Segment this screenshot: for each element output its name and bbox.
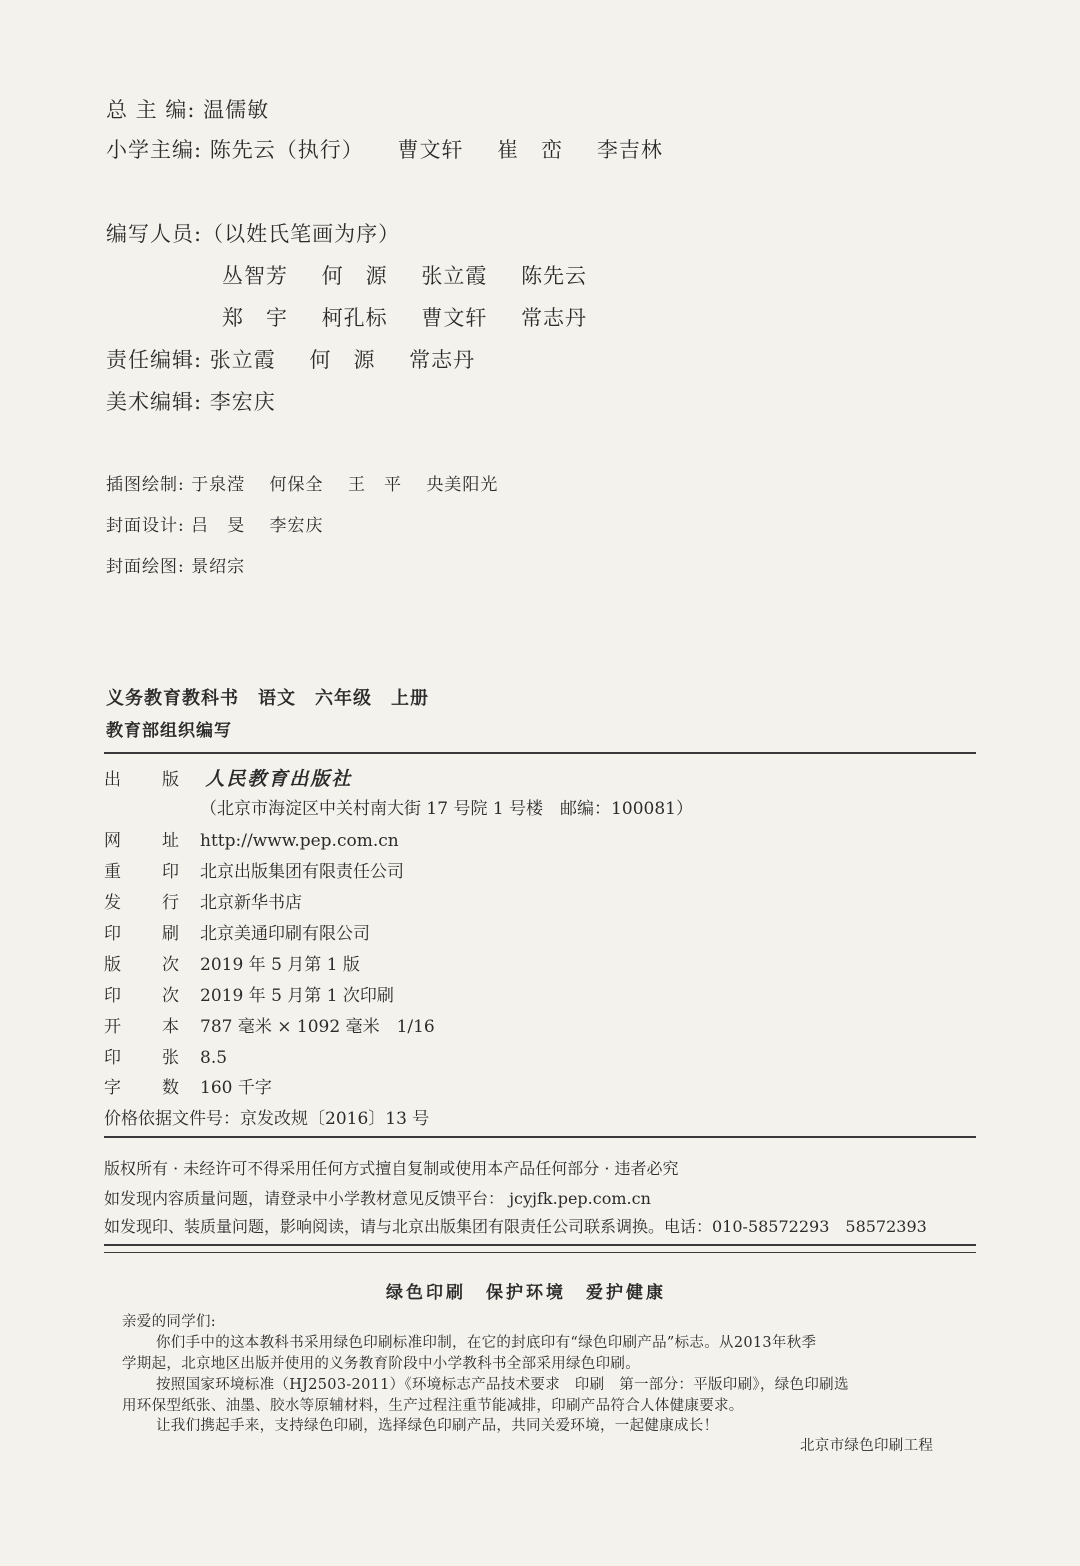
row-label: 版 [104, 955, 121, 975]
row-value: 2019 年 5 月第 1 次印刷 [200, 986, 394, 1006]
writer-name: 常志丹 [521, 306, 588, 330]
green-paragraph: 让我们携起手来，支持绿色印刷，选择绿色印刷产品，共同关爱环境，一起健康成长！ [156, 1418, 719, 1434]
green-title: 绿色印刷 保护环境 爱护健康 [386, 1283, 666, 1303]
content-feedback: 如发现内容质量问题，请登录中小学教材意见反馈平台： jcyjfk.pep.com.cn [104, 1189, 651, 1208]
row-label: 次 [162, 986, 179, 1006]
primary-editor-label: 小学主编: [106, 138, 203, 162]
divider [104, 1136, 976, 1138]
publisher-label: 出 [104, 770, 121, 790]
green-greeting: 亲爱的同学们: [122, 1314, 216, 1330]
primary-editor-name: 陈先云（执行） [209, 138, 364, 162]
responsible-editor-name: 何 源 [309, 348, 376, 372]
row-value: 8.5 [200, 1048, 228, 1068]
art-editor-line [106, 386, 276, 416]
row-label: 址 [162, 831, 179, 851]
publisher-label: 版 [162, 770, 179, 790]
row-label: 数 [162, 1078, 179, 1098]
green-signature: 北京市绿色印刷工程 [800, 1438, 934, 1454]
cover-designer-name: 李宏庆 [269, 516, 324, 536]
writer-name: 张立霞 [421, 264, 488, 288]
divider [104, 1244, 976, 1246]
publisher-row [104, 764, 352, 791]
publication-row [104, 888, 302, 913]
writer-name: 何 源 [321, 264, 388, 288]
chief-editor-name: 温儒敏 [203, 98, 270, 122]
row-value: 2019 年 5 月第 1 版 [200, 955, 360, 975]
writer-name: 丛智芳 [222, 264, 288, 288]
illustrator-name: 何保全 [269, 475, 324, 495]
price-basis: 价格依据文件号：京发改规〔2016〕13 号 [104, 1109, 430, 1129]
cover-drawing-line [106, 552, 245, 577]
row-label: 印 [104, 986, 121, 1006]
book-title: 义务教育教科书 语文 六年级 上册 [106, 688, 429, 709]
publication-row [104, 981, 394, 1006]
compiled-by: 教育部组织编写 [106, 721, 232, 741]
primary-editor-name: 崔 峦 [497, 138, 564, 162]
cover-design-line [106, 511, 324, 536]
cover-design-label: 封面设计: [106, 516, 185, 536]
green-paragraph: 学期起，北京地区出版并使用的义务教育阶段中小学教科书全部采用绿色印刷。 [122, 1356, 640, 1372]
green-paragraph: 用环保型纸张、油墨、胶水等原辅材料，生产过程注重节能减排，印刷产品符合人体健康要求。 [122, 1398, 744, 1414]
publication-row [104, 950, 360, 975]
illustration-label: 插图绘制: [106, 475, 185, 495]
writer-name: 曹文轩 [421, 306, 488, 330]
row-value: 北京新华书店 [200, 893, 302, 913]
art-editor-label: 美术编辑: [106, 390, 203, 414]
row-label: 开 [104, 1017, 121, 1037]
copyright-notice: 版权所有 · 未经许可不得采用任何方式擅自复制或使用本产品任何部分 · 违者必究 [104, 1159, 679, 1178]
writers-row [222, 302, 587, 332]
green-paragraph: 按照国家环境标准（HJ2503-2011）《环境标志产品技术要求 印刷 第一部分：平版印刷》，绿色印刷选 [156, 1377, 849, 1393]
row-label: 印 [104, 924, 121, 944]
row-label: 发 [104, 893, 121, 913]
green-paragraph: 你们手中的这本教科书采用绿色印刷标准印制，在它的封底印有“绿色印刷产品”标志。从2013年秋季 [156, 1335, 817, 1351]
art-editor-name: 李宏庆 [209, 390, 276, 414]
writers-row [222, 260, 587, 290]
row-value: 北京出版集团有限责任公司 [200, 862, 404, 882]
row-label: 印 [162, 862, 179, 882]
chief-editor-line [106, 94, 269, 124]
illustrator-name: 央美阳光 [426, 475, 499, 495]
row-label: 行 [162, 893, 179, 913]
row-label: 本 [162, 1017, 179, 1037]
row-value: http://www.pep.com.cn [200, 831, 399, 851]
primary-editor-line [106, 134, 663, 164]
publication-row [104, 857, 404, 882]
print-feedback: 如发现印、装质量问题，影响阅读，请与北京出版集团有限责任公司联系调换。电话：010-58572293 58572393 [104, 1217, 927, 1236]
row-label: 印 [104, 1048, 121, 1068]
chief-editor-label: 总 主 编: [106, 98, 196, 122]
primary-editor-name: 李吉林 [596, 138, 663, 162]
writer-name: 柯孔标 [321, 306, 388, 330]
responsible-editor-label: 责任编辑: [106, 348, 203, 372]
publication-row [104, 1043, 227, 1068]
responsible-editor-name: 常志丹 [409, 348, 476, 372]
responsible-editor-line [106, 344, 475, 374]
row-value: 787 毫米 × 1092 毫米 1/16 [200, 1017, 435, 1037]
row-label: 刷 [162, 924, 179, 944]
publication-row [104, 826, 399, 851]
publisher-logo: 人民教育出版社 [205, 768, 353, 790]
writers-label: 编写人员:（以姓氏笔画为序） [106, 222, 401, 246]
divider [104, 1252, 976, 1253]
writer-name: 郑 宇 [222, 306, 288, 330]
illustration-line [106, 470, 498, 495]
writer-name: 陈先云 [521, 264, 588, 288]
primary-editor-name: 曹文轩 [397, 138, 464, 162]
publisher-address: （北京市海淀区中关村南大街 17 号院 1 号楼 邮编：100081） [200, 799, 693, 819]
row-label: 张 [162, 1048, 179, 1068]
cover-designer-name: 吕 旻 [191, 516, 246, 536]
publication-row [104, 1012, 435, 1037]
row-label: 网 [104, 831, 121, 851]
row-label: 重 [104, 862, 121, 882]
publication-row [104, 1073, 272, 1098]
publication-row [104, 919, 370, 944]
illustrator-name: 王 平 [347, 475, 402, 495]
row-label: 次 [162, 955, 179, 975]
row-value: 160 千字 [200, 1078, 272, 1098]
responsible-editor-name: 张立霞 [209, 348, 276, 372]
cover-drawing-name: 景绍宗 [191, 557, 246, 577]
row-value: 北京美通印刷有限公司 [200, 924, 370, 944]
illustrator-name: 于泉滢 [191, 475, 246, 495]
cover-drawing-label: 封面绘图: [106, 557, 185, 577]
row-label: 字 [104, 1078, 121, 1098]
divider [104, 752, 976, 754]
